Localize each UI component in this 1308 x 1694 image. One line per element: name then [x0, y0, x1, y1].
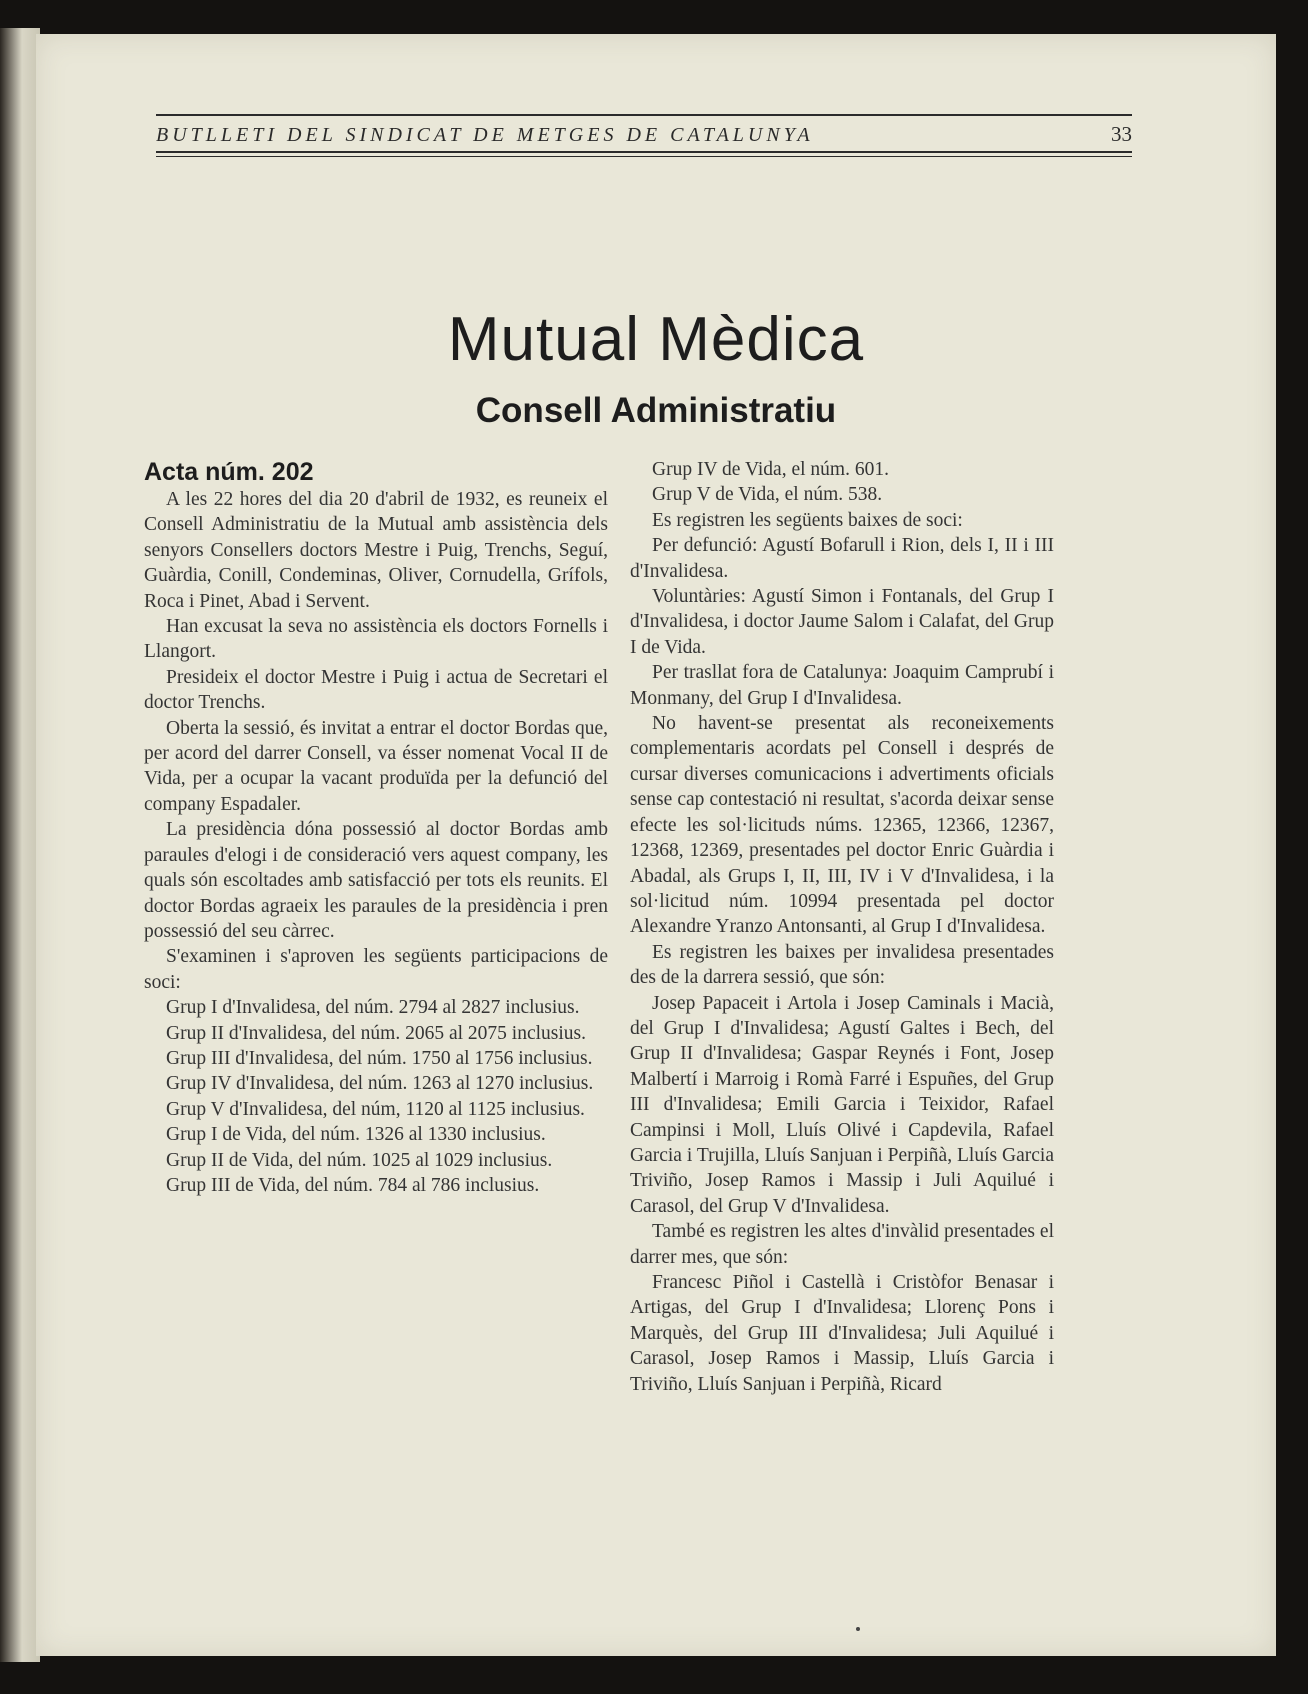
running-head-line: [156, 116, 1132, 151]
paragraph: També es registren les altes d'invàlid presentades el darrer mes, que són:: [630, 1221, 1054, 1268]
paragraph: Es registren les baixes per invalidesa presentades des de la darrera sessió, que són:: [630, 941, 1054, 989]
document-page: [36, 34, 1276, 1656]
paragraph: Grup II de Vida, del núm. 1025 al 1029 inclusius.: [166, 1149, 553, 1171]
paragraph: La presidència dóna possessió al doctor Bordas amb paraules d'elogi i de consideració vers aquest company, les quals són escoltades amb satisfacció per tots els reunits. El doctor Bordas agraeix les paraules de la presidència i pren possessió del seu càrrec.: [144, 819, 608, 942]
paragraph: Francesc Piñol i Castellà i Cristòfor Benasar i Artigas, del Grup I d'Invalidesa; Llorenç Pons i Marquès, del Grup III d'Invalidesa; Juli Aquilué i Carasol, Josep Ramos i Massip, Lluís Garcia i Triviño, Lluís Sanjuan i Perpiñà, Ricard: [630, 1272, 1054, 1395]
paragraph: Grup III d'Invalidesa, del núm. 1750 al 1756 inclusius.: [166, 1047, 593, 1069]
paragraph: Per defunció: Agustí Bofarull i Rion, dels I, II i III d'Invalidesa.: [630, 535, 1054, 582]
binding-edge: [0, 28, 40, 1662]
paragraph: Presideix el doctor Mestre i Puig i actua de Secretari el doctor Trenchs.: [144, 666, 608, 714]
paragraph: Voluntàries: Agustí Simon i Fontanals, del Grup I d'Invalidesa, i doctor Jaume Salom i Calafat, del Grup I de Vida.: [630, 586, 1054, 658]
left-column: [144, 457, 608, 1198]
article-subtitle: Consell Administratiu: [475, 391, 837, 430]
paragraph: No havent-se presentat als reconeixements complementaris acordats pel Consell i després de cursar diverses comunicacions i advertiments oficials sense cap contestació ni resultat, s'acorda deixar sense efecte les sol·licituds núms. 12365, 12366, 12367, 12368, 12369, presentades pel doctor Enric Guàrdia i Abadal, als Grups I, II, III, IV i V d'Invalidesa, i la sol·licitud núm. 10994 presentada pel doctor Alexandre Yranzo Antonsanti, al Grup I d'Invalidesa.: [630, 713, 1054, 938]
section-heading: Acta núm. 202: [144, 458, 314, 486]
paragraph: Grup V d'Invalidesa, del núm, 1120 al 1125 inclusius.: [166, 1098, 585, 1120]
paragraph: Oberta la sessió, és invitat a entrar el doctor Bordas que, per acord del darrer Consell, va ésser nomenat Vocal II de Vida, per a ocupar la vacant produïda per la defunció del company Espadaler.: [144, 717, 608, 815]
paragraph: A les 22 hores del dia 20 d'abril de 1932, es reuneix el Consell Administratiu de la Mutual amb assistència dels senyors Consellers doctors Mestre i Puig, Trenchs, Seguí, Guàrdia, Conill, Condeminas, Oliver, Cornudella, Grífols, Roca i Pinet, Abad i Servent.: [144, 489, 608, 612]
page-number: 33: [1111, 122, 1132, 146]
paragraph: Grup IV d'Invalidesa, del núm. 1263 al 1270 inclusius.: [166, 1073, 594, 1095]
article-title: Mutual Mèdica: [447, 305, 865, 374]
paragraph: Grup II d'Invalidesa, del núm. 2065 al 2075 inclusius.: [166, 1022, 586, 1044]
paragraph: Grup V de Vida, el núm. 538.: [652, 484, 883, 506]
paragraph: Han excusat la seva no assistència els doctors Fornells i Llangort.: [144, 616, 608, 663]
paragraph: Josep Papaceit i Artola i Josep Caminals i Macià, del Grup I d'Invalidesa; Agustí Galtes i Bech, del Grup II d'Invalidesa; Gaspar Reynés i Font, Josep Malbertí i Marroig i Romà Farré i Espuñes, del Grup III d'Invalidesa; Emili Garcia i Teixidor, Rafael Campinsi i Moll, Lluís Olivé i Capdevila, Rafael Garcia i Trujilla, Lluís Sanjuan i Perpiñà, Lluís Garcia Triviño, Josep Ramos i Massip i Juli Aquilué i Carasol, del Grup V d'Invalidesa.: [630, 992, 1054, 1217]
right-column: [630, 457, 1054, 1397]
paragraph: Grup I d'Invalidesa, del núm. 2794 al 2827 inclusius.: [166, 997, 580, 1019]
paragraph: Per trasllat fora de Catalunya: Joaquim Camprubí i Monmany, del Grup I d'Invalidesa.: [630, 662, 1054, 709]
paragraph: Grup III de Vida, del núm. 784 al 786 inclusius.: [166, 1174, 540, 1196]
paragraph: S'examinen i s'aproven les següents participacions de soci:: [144, 946, 608, 993]
header-rule-bottom: [156, 151, 1132, 157]
running-header: [156, 114, 1132, 157]
running-title: BUTLLETI DEL SINDICAT DE METGES DE CATALUNYA: [156, 124, 814, 146]
paragraph: Grup I de Vida, del núm. 1326 al 1330 inclusius.: [166, 1124, 546, 1146]
paragraph: Es registren les següents baixes de soci:: [652, 509, 963, 531]
paragraph: Grup IV de Vida, el núm. 601.: [652, 459, 889, 480]
ink-speck: [856, 1627, 860, 1631]
